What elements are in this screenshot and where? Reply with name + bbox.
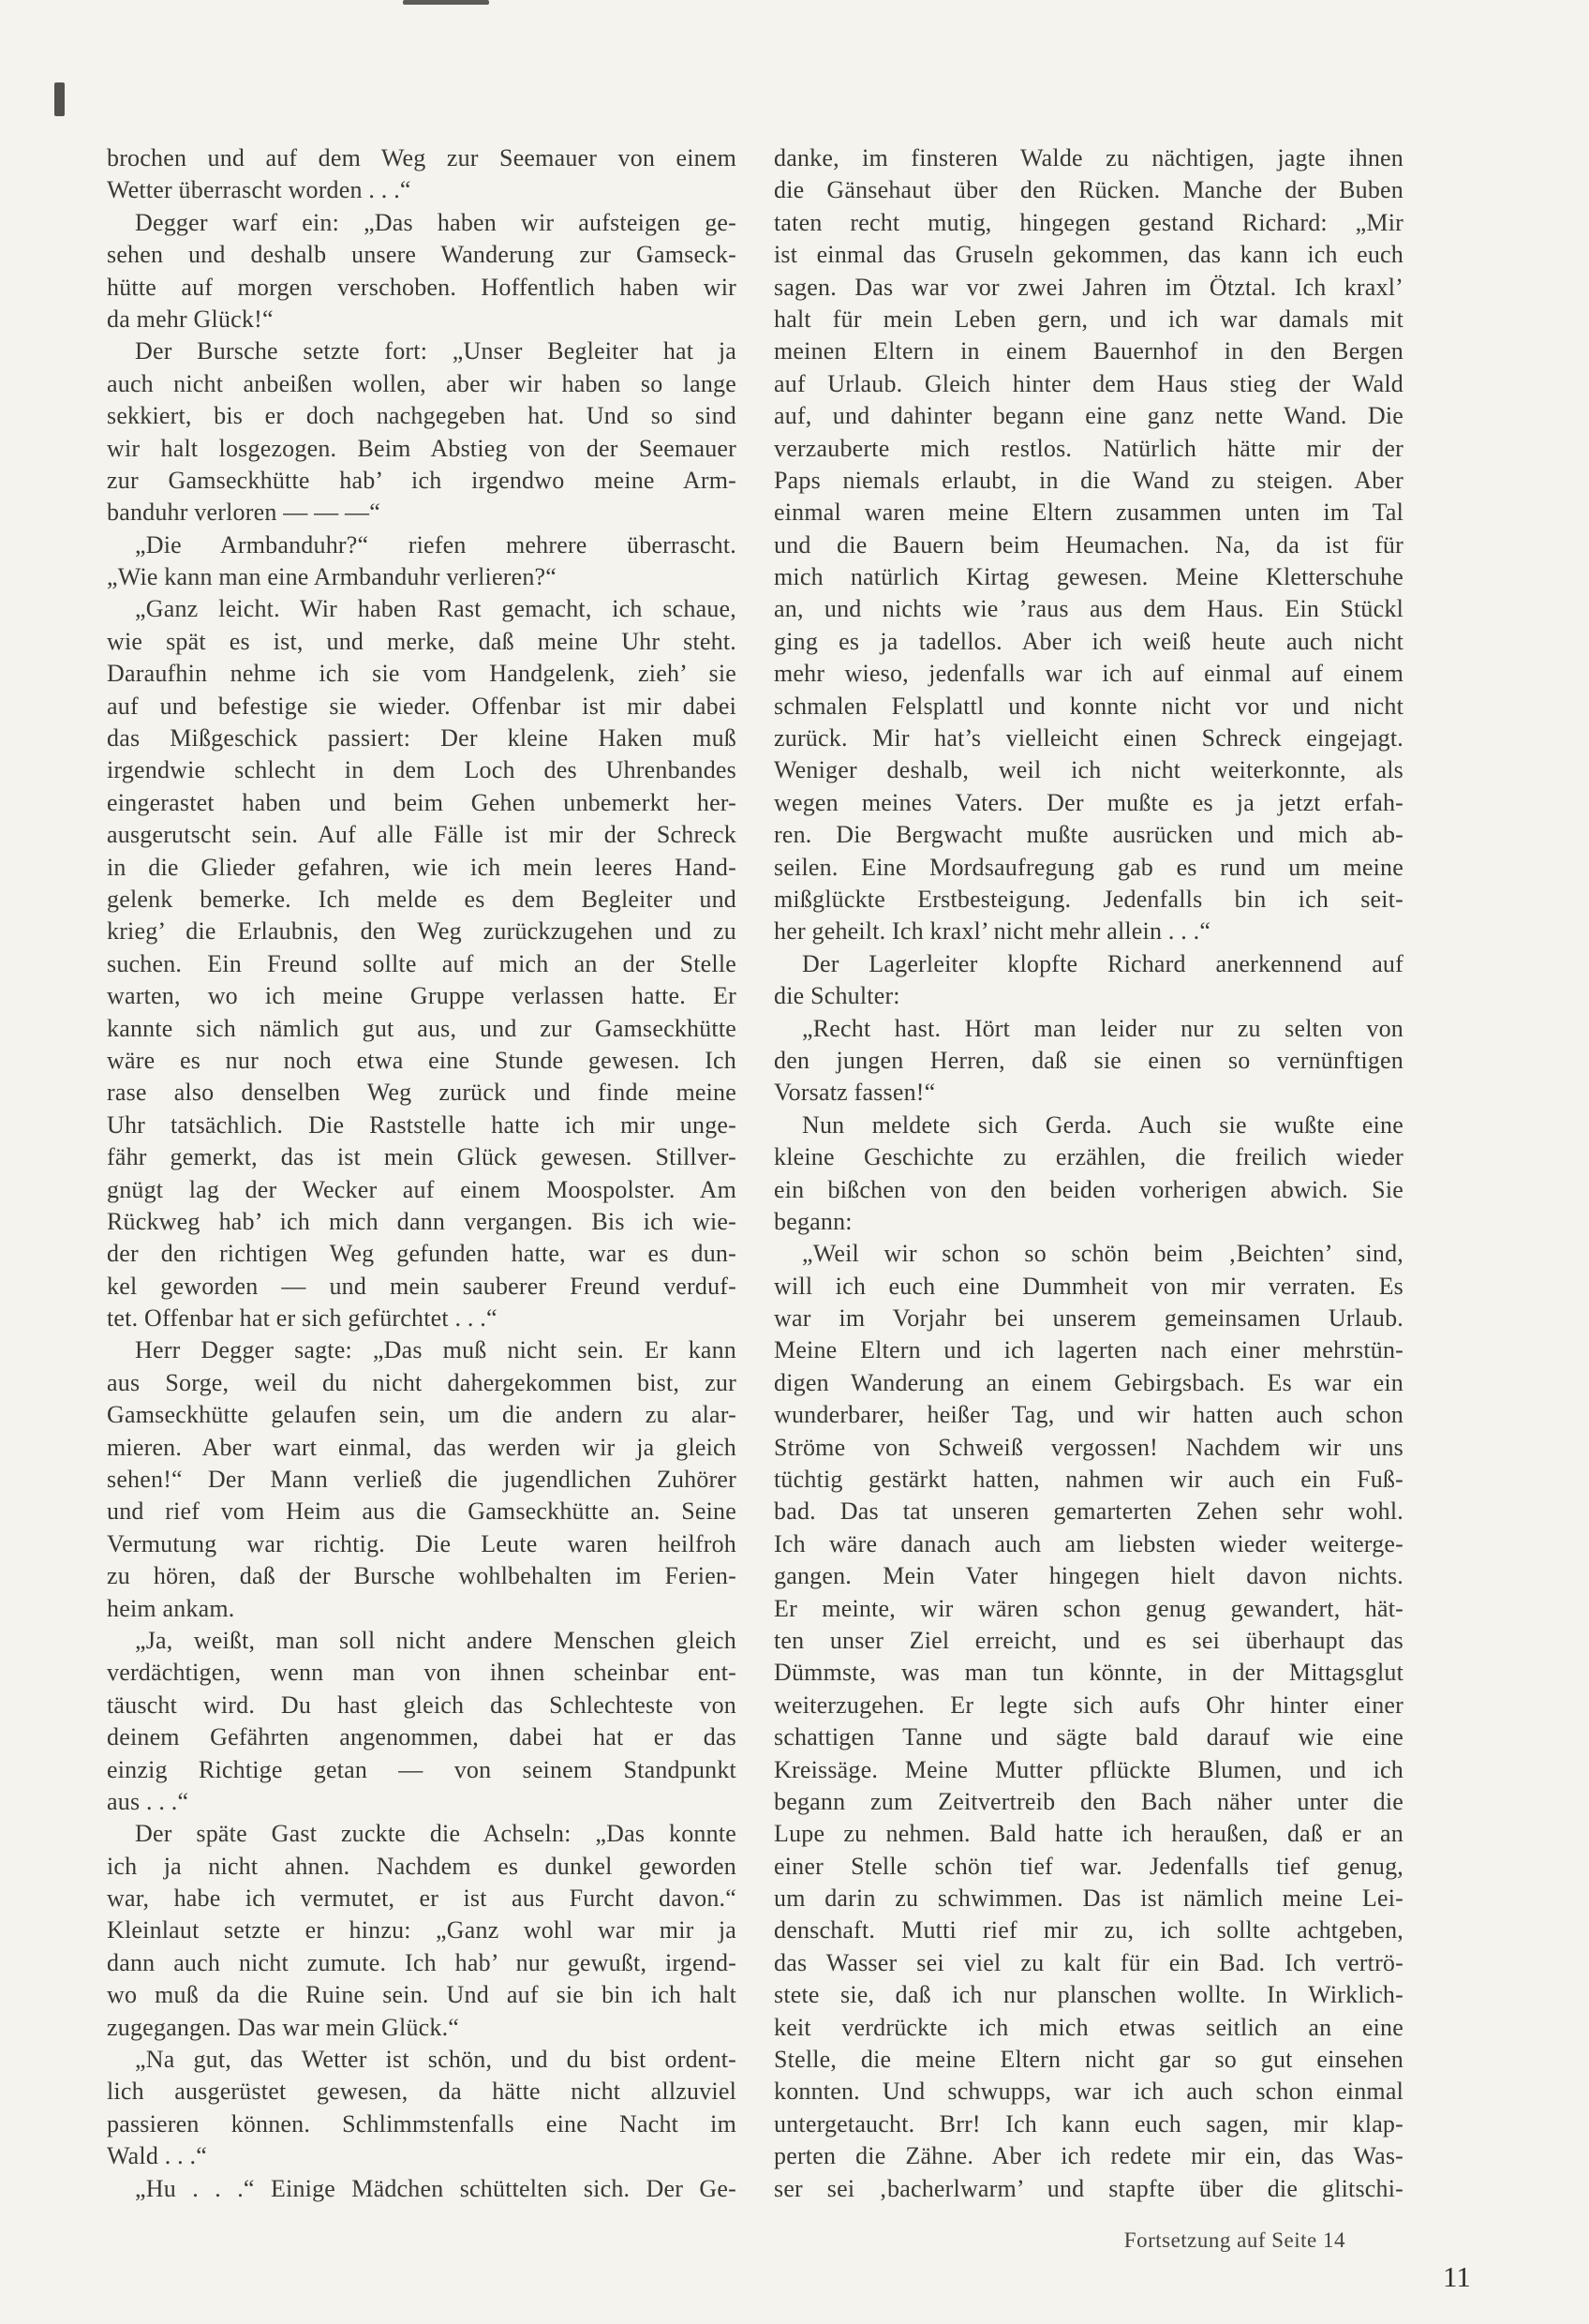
text-line: „Wie kann man eine Armbanduhr verlieren?“	[107, 563, 557, 591]
text-line: aus Sorge, weil du nicht dahergekommen bist, zur	[107, 1368, 736, 1396]
text-line: will ich euch eine Dummheit von mir verraten. Es	[774, 1272, 1403, 1300]
text-line: Meine Eltern und ich lagerten nach einer mehrstün-	[774, 1336, 1403, 1364]
page-number: 11	[1443, 2260, 1471, 2293]
text-line: „Die Armbanduhr?“ riefen mehrere überrascht.	[135, 530, 736, 559]
text-line: gnügt lag der Wecker auf einem Moospolster. Am	[107, 1175, 736, 1203]
text-line: krieg’ die Erlaubnis, den Weg zurückzugehen und zu	[107, 917, 736, 946]
text-line: ein bißchen von den beiden vorherigen abwich. Sie	[774, 1175, 1403, 1203]
text-line: „Ganz leicht. Wir haben Rast gemacht, ich schaue,	[135, 595, 736, 623]
text-line: taten recht mutig, hingegen gestand Richard: „Mir	[774, 208, 1403, 236]
text-line: Ich wäre danach auch am liebsten wieder weiterge-	[774, 1529, 1403, 1557]
text-line: halt für mein Leben gern, und ich war damals mit	[774, 305, 1403, 333]
scan-smudge-top	[403, 0, 489, 5]
text-line: Kleinlaut setzte er hinzu: „Ganz wohl war mir ja	[107, 1916, 736, 1944]
text-line: eingerastet haben und beim Gehen unbemerkt her-	[107, 788, 736, 816]
text-line: Herr Degger sagte: „Das muß nicht sein. Er kann	[135, 1336, 736, 1364]
text-line: auf und befestige sie wieder. Offenbar ist mir dabei	[107, 692, 736, 720]
text-line: irgendwie schlecht in dem Loch des Uhrenbandes	[107, 756, 736, 784]
text-line: denschaft. Mutti rief mir zu, ich sollte achtgeben,	[774, 1916, 1403, 1944]
text-line: wunderbarer, heißer Tag, und wir hatten auch schon	[774, 1401, 1403, 1429]
text-line: da mehr Glück!“	[107, 305, 274, 333]
text-line: sehen und deshalb unsere Wanderung zur Gamseck-	[107, 241, 736, 269]
text-line: war im Vorjahr bei unserem gemeinsamen Urlaub.	[774, 1304, 1403, 1333]
text-line: deinem Gefährten angenommen, dabei hat er das	[107, 1723, 736, 1751]
text-line: begann:	[774, 1207, 853, 1235]
text-line: mich natürlich Kirtag gewesen. Meine Kletterschuhe	[774, 563, 1403, 591]
text-line: mehr wieso, jedenfalls war ich auf einmal auf einem	[774, 660, 1403, 688]
text-line: wie spät es ist, und merke, daß meine Uhr steht.	[107, 627, 736, 655]
text-line: wäre es nur noch etwa eine Stunde gewesen. Ich	[107, 1046, 736, 1074]
text-line: Der Lagerleiter klopfte Richard anerkennend auf	[802, 949, 1403, 977]
text-line: das Wasser sei viel zu kalt für ein Bad. Ich vertrö-	[774, 1948, 1403, 1976]
text-line: „Recht hast. Hört man leider nur zu selten von	[802, 1014, 1403, 1042]
text-line: fähr gemerkt, das ist mein Glück gewesen. Stillver-	[107, 1143, 736, 1171]
text-line: Gamseckhütte gelaufen sein, um die andern zu alar-	[107, 1401, 736, 1429]
text-line: sagen. Das war vor zwei Jahren im Ötztal. Ich kraxl’	[774, 273, 1403, 301]
text-line: verzauberte mich restlos. Natürlich hätte mir der	[774, 434, 1403, 462]
text-line: Stelle, die meine Eltern nicht gar so gut einsehen	[774, 2046, 1403, 2074]
text-line: her geheilt. Ich kraxl’ nicht mehr allein . . .“	[774, 917, 1211, 946]
text-line: Vorsatz fassen!“	[774, 1079, 936, 1107]
text-line: warten, wo ich meine Gruppe verlassen hatte. Er	[107, 982, 736, 1010]
text-line: und rief vom Heim aus die Gamseckhütte an. Seine	[107, 1497, 736, 1526]
text-line: rase also denselben Weg zurück und finde meine	[107, 1079, 736, 1107]
text-line: mißglückte Erstbesteigung. Jedenfalls bin ich seit-	[774, 885, 1403, 913]
text-line: tet. Offenbar hat er sich gefürchtet . . .“	[107, 1304, 497, 1333]
text-line: kannte sich nämlich gut aus, und zur Gamseckhütte	[107, 1014, 736, 1042]
left-column	[107, 142, 736, 2205]
text-line: Degger warf ein: „Das haben wir aufsteigen ge-	[135, 208, 736, 236]
text-line: wir halt losgezogen. Beim Abstieg von der Seemauer	[107, 434, 736, 462]
text-line: den jungen Herren, daß sie einen so vernünftigen	[774, 1046, 1403, 1074]
text-line: in die Glieder gefahren, wie ich mein leeres Hand-	[107, 853, 736, 881]
text-line: einmal waren meine Eltern zusammen unten im Tal	[774, 499, 1403, 527]
right-column	[774, 142, 1403, 2205]
text-line: zur Gamseckhütte hab’ ich irgendwo meine Arm-	[107, 466, 736, 494]
text-line: wegen meines Vaters. Der mußte es ja jetzt erfah-	[774, 788, 1403, 816]
text-line: ren. Die Bergwacht mußte ausrücken und mich ab-	[774, 821, 1403, 849]
text-line: gelenk bemerke. Ich melde es dem Begleiter und	[107, 885, 736, 913]
text-line: Ströme von Schweiß vergossen! Nachdem wir uns	[774, 1433, 1403, 1461]
text-line: Wetter überrascht worden . . .“	[107, 176, 411, 204]
text-line: digen Wanderung an einem Gebirgsbach. Es war ein	[774, 1368, 1403, 1396]
text-line: keit verdrückte ich mich etwas seitlich an eine	[774, 2013, 1403, 2041]
text-line: Dümmste, was man tun könnte, in der Mittagsglut	[774, 1659, 1403, 1687]
text-line: verdächtigen, wenn man von ihnen scheinbar ent-	[107, 1659, 736, 1687]
text-line: auf Urlaub. Gleich hinter dem Haus stieg der Wald	[774, 369, 1403, 397]
text-line: Rückweg hab’ ich mich dann vergangen. Bis ich wie-	[107, 1207, 736, 1235]
text-line: heim ankam.	[107, 1594, 235, 1622]
text-line: meinen Eltern in einem Bauernhof in den Bergen	[774, 337, 1403, 365]
text-line: aus . . .“	[107, 1787, 189, 1815]
text-line: das Mißgeschick passiert: Der kleine Haken muß	[107, 724, 736, 752]
text-line: danke, im finsteren Walde zu nächtigen, jagte ihnen	[774, 144, 1403, 171]
text-line: zugegangen. Das war mein Glück.“	[107, 2013, 460, 2041]
text-line: und die Bauern beim Heumachen. Na, da ist für	[774, 530, 1403, 559]
text-line: an, und nichts wie ’raus aus dem Haus. Ein Stückl	[774, 595, 1403, 623]
text-line: seilen. Eine Mordsaufregung gab es rund um meine	[774, 853, 1403, 881]
text-line: Nun meldete sich Gerda. Auch sie wußte eine	[802, 1110, 1403, 1139]
text-line: banduhr verloren — — —“	[107, 499, 380, 527]
text-line: wo muß da die Ruine sein. Und auf sie bin ich halt	[107, 1981, 736, 2009]
text-line: gangen. Mein Vater hingegen hielt davon nichts.	[774, 1562, 1403, 1590]
text-line: Kreissäge. Meine Mutter pflückte Blumen, und ich	[774, 1755, 1403, 1783]
text-line: Vermutung war richtig. Die Leute waren heilfroh	[107, 1529, 736, 1557]
text-line: untergetaucht. Brr! Ich kann euch sagen, mir klap-	[774, 2109, 1403, 2138]
text-line: Er meinte, wir wären schon genug gewandert, hät-	[774, 1594, 1403, 1622]
text-line: Weniger deshalb, weil ich nicht weiterkonnte, als	[774, 756, 1403, 784]
text-line: zu hören, daß der Bursche wohlbehalten im Ferien-	[107, 1562, 736, 1590]
text-line: konnten. Und schwupps, war ich auch schon einmal	[774, 2078, 1403, 2106]
text-line: perten die Zähne. Aber ich redete mir ein, das Was-	[774, 2142, 1403, 2170]
text-line: ist einmal das Gruseln gekommen, das kann ich euch	[774, 241, 1403, 269]
text-line: sekkiert, bis er doch nachgegeben hat. Und so sind	[107, 402, 736, 430]
text-line: passieren können. Schlimmstenfalls eine Nacht im	[107, 2109, 736, 2138]
text-line: Daraufhin nehme ich sie vom Handgelenk, zieh’ sie	[107, 660, 736, 688]
scan-smudge-left-margin	[54, 82, 65, 116]
text-line: „Weil wir schon so schön beim ‚Beichten’ sind,	[802, 1240, 1403, 1268]
text-line: kleine Geschichte zu erzählen, die freilich wieder	[774, 1143, 1403, 1171]
text-line: ging es ja tadellos. Aber ich weiß heute auch nicht	[774, 627, 1403, 655]
text-line: Wald . . .“	[107, 2142, 207, 2170]
text-line: begann zum Zeitvertreib den Bach näher unter die	[774, 1787, 1403, 1815]
text-line: war, habe ich vermutet, er ist aus Furcht davon.“	[107, 1885, 736, 1913]
text-line: schmalen Felsplattl und konnte nicht vor und nicht	[774, 692, 1403, 720]
text-line: sehen!“ Der Mann verließ die jugendlichen Zuhörer	[107, 1466, 736, 1494]
text-line: auch nicht anbeißen wollen, aber wir haben so lange	[107, 369, 736, 397]
text-line: schattigen Tanne und sägte bald darauf wie eine	[774, 1723, 1403, 1751]
text-line: weiterzugehen. Er legte sich aufs Ohr hinter einer	[774, 1691, 1403, 1719]
text-line: täuscht wird. Du hast gleich das Schlechteste von	[107, 1691, 736, 1719]
text-line: zurück. Mir hat’s vielleicht einen Schreck eingejagt.	[774, 724, 1403, 752]
text-line: mieren. Aber wart einmal, das werden wir ja gleich	[107, 1433, 736, 1461]
text-line: „Hu . . .“ Einige Mädchen schüttelten sich. Der Ge-	[135, 2174, 736, 2202]
text-line: lich ausgerüstet gewesen, da hätte nicht allzuviel	[107, 2078, 736, 2106]
text-line: Lupe zu nehmen. Bald hatte ich heraußen, daß er an	[774, 1820, 1403, 1848]
text-line: ausgerutscht sein. Auf alle Fälle ist mir der Schreck	[107, 821, 736, 849]
text-line: um darin zu schwimmen. Das ist nämlich meine Lei-	[774, 1885, 1403, 1913]
text-line: kel geworden — und mein sauberer Freund verduf-	[107, 1272, 736, 1300]
continuation-note: Fortsetzung auf Seite 14	[1123, 2228, 1345, 2252]
text-line: bad. Das tat unseren gemarterten Zehen sehr wohl.	[774, 1497, 1403, 1526]
text-line: Paps niemals erlaubt, in die Wand zu steigen. Aber	[774, 466, 1403, 494]
text-line: einzig Richtige getan — von seinem Standpunkt	[107, 1755, 736, 1783]
text-line: suchen. Ein Freund sollte auf mich an der Stelle	[107, 949, 736, 977]
text-line: der den richtigen Weg gefunden hatte, war es dun-	[107, 1240, 736, 1268]
text-line: Der späte Gast zuckte die Achseln: „Das konnte	[135, 1820, 736, 1848]
text-line: die Schulter:	[774, 982, 900, 1010]
text-line: Der Bursche setzte fort: „Unser Begleiter hat ja	[135, 337, 736, 365]
text-line: „Na gut, das Wetter ist schön, und du bist ordent-	[135, 2046, 736, 2074]
text-line: stete sie, daß ich nur planschen wollte. In Wirklich-	[774, 1981, 1403, 2009]
text-line: tüchtig gestärkt hatten, nahmen wir auch ein Fuß-	[774, 1466, 1403, 1494]
text-line: hütte auf morgen verschoben. Hoffentlich haben wir	[107, 273, 736, 301]
text-line: ser sei ‚bacherlwarm’ und stapfte über die glitschi-	[774, 2174, 1403, 2202]
text-line: auf, und dahinter begann eine ganz nette Wand. Die	[774, 402, 1403, 430]
text-line: „Ja, weißt, man soll nicht andere Menschen gleich	[135, 1626, 736, 1654]
text-line: ten unser Ziel erreicht, und es sei überhaupt das	[774, 1626, 1403, 1654]
text-line: einer Stelle schön tief war. Jedenfalls tief genug,	[774, 1852, 1403, 1880]
text-line: brochen und auf dem Weg zur Seemauer von einem	[107, 144, 736, 171]
text-line: Uhr tatsächlich. Die Raststelle hatte ich mir unge-	[107, 1110, 736, 1139]
text-line: die Gänsehaut über den Rücken. Manche der Buben	[774, 176, 1403, 204]
text-line: ich ja nicht ahnen. Nachdem es dunkel geworden	[107, 1852, 736, 1880]
text-line: dann auch nicht zumute. Ich hab’ nur gewußt, irgend-	[107, 1948, 736, 1976]
